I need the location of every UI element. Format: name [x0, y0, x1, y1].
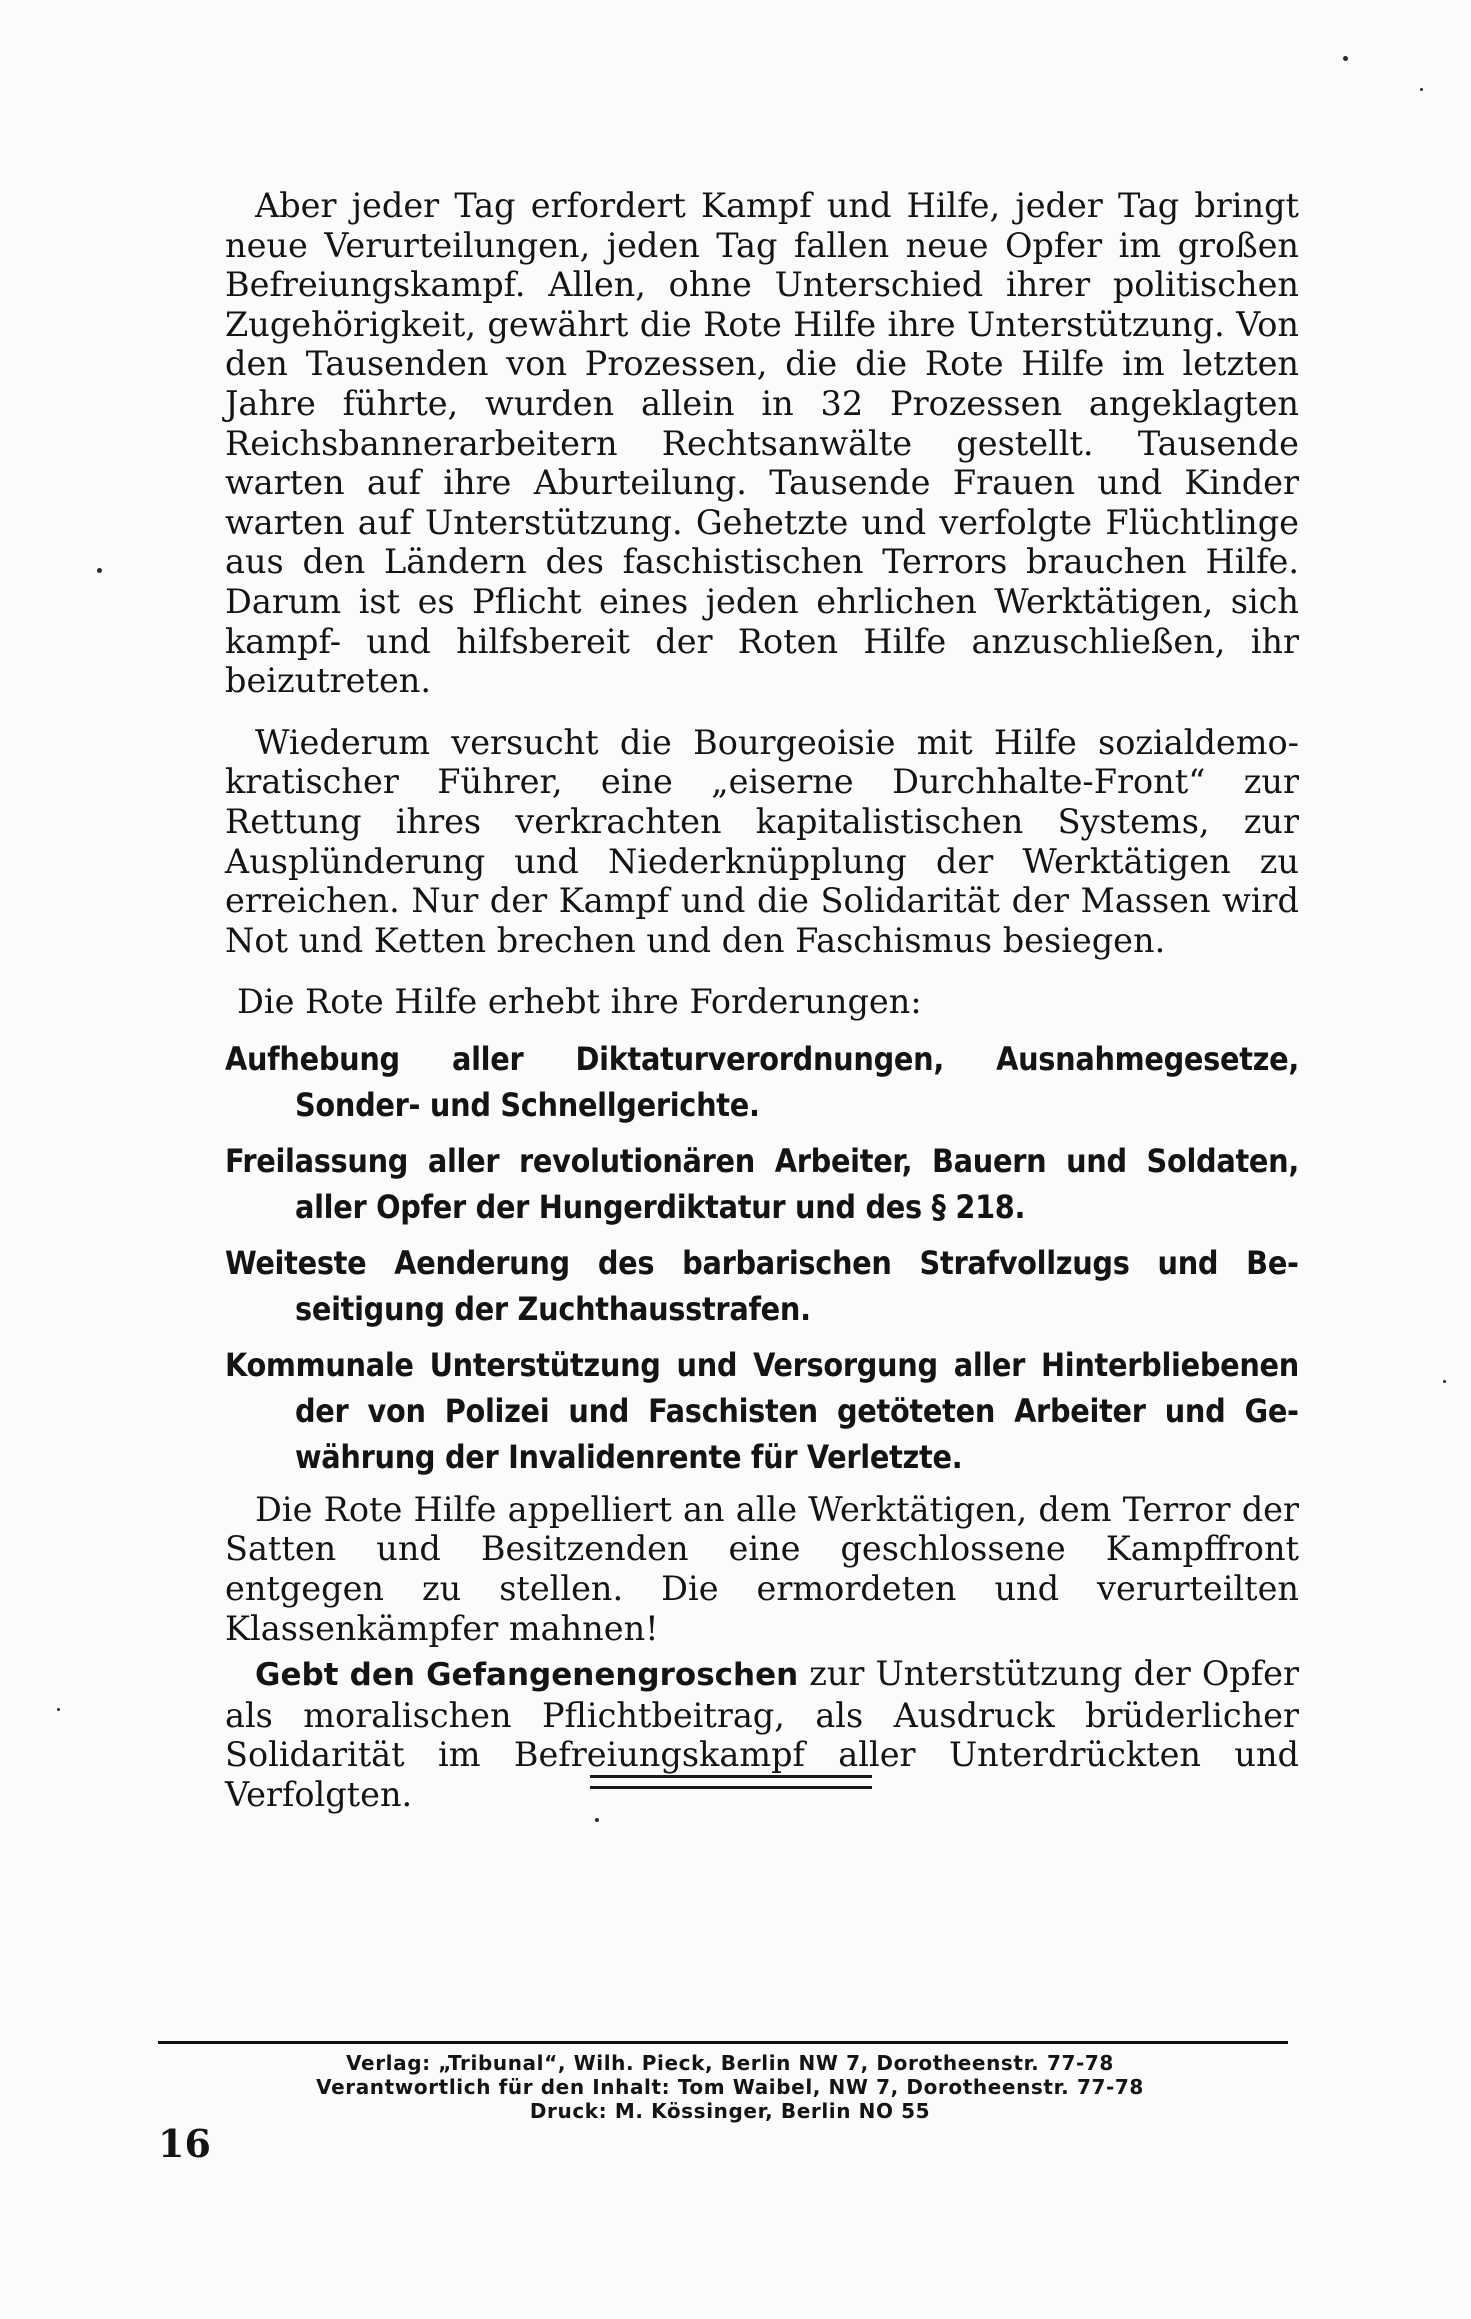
demands-intro: Die Rote Hilfe erhebt ihre Forderungen:	[237, 982, 922, 1022]
demand-item: Aufhebung aller Diktaturverordnungen, Ausnahmegesetze, Sonder- und Schnellgerichte.	[225, 1039, 1299, 1124]
imprint-printer: Druck: M. Kössinger, Berlin NO 55	[529, 2099, 931, 2123]
print-speck	[1420, 88, 1423, 91]
main-text-block	[225, 186, 1299, 1815]
demand-item: Freilassung aller revolutionären Arbeiter, Bauern und Soldaten, aller Opfer der Hungerdiktatur und des § 218.	[225, 1141, 1299, 1226]
demand-item: Kommunale Unterstützung und Versorgung aller Hinterbliebenen der von Polizei und Faschisten getöteten Arbeiter und Gewährung der Invalidenrente für Verletzte.	[225, 1345, 1299, 1476]
footer-rule	[158, 2041, 1288, 2044]
paragraph-appeal: Die Rote Hilfe appelliert an alle Werktätigen, dem Terror der Satten und Besitzenden eine geschlossene Kampffront entgegen zu stellen. Die ermordeten und verurteilten Klassenkämpfer mahnen!	[225, 1489, 1299, 1648]
print-speck	[595, 1818, 599, 1822]
imprint	[200, 2051, 1260, 2123]
imprint-publisher: Verlag: „Tribunal“, Wilh. Pieck, Berlin NW 7, Dorotheenstr. 77-78	[346, 2051, 1114, 2075]
print-speck	[57, 1708, 60, 1711]
imprint-responsible: Verantwortlich für den Inhalt: Tom Waibel, NW 7, Dorotheenstr. 77-78	[316, 2075, 1144, 2099]
demands-list	[225, 1036, 1299, 1480]
section-divider-top	[590, 1775, 872, 1778]
paragraph-solidarity: Aber jeder Tag erfordert Kampf und Hilfe, jeder Tag bringt neue Verurteilungen, jeden Tag fallen neue Opfer im großen Befreiungskampf. Allen, ohne Unterschied ihrer politischen Zugehörigkeit, gewährt die Rote Hilfe ihre Unterstützung. Von den Tausenden von Prozessen, die die Rote Hilfe im letzten Jahre führte, wurden allein in 32 Prozessen angeklagten Reichsbannerarbeitern Rechtsanwälte gestellt. Tausende warten auf ihre Aburteilung. Tausende Frauen und Kinder warten auf Unterstützung. Gehetzte und verfolgte Flüchtlinge aus den Ländern des faschistischen Terrors brauchen Hilfe. Darum ist es Pflicht eines jeden ehrlichen Werktätigen, sich kampf- und hilfsbereit der Roten Hilfe anzuschließen, ihr beizutreten.	[225, 186, 1299, 701]
section-divider-bottom	[590, 1786, 872, 1789]
print-speck	[1443, 1380, 1446, 1383]
prisoners-penny-text: zur Unterstützung der Opfer als moralischen Pflichtbeitrag, als Ausdruck brüderlicher Solidarität im Befreiungskampf aller Unterdrückten und Verfolgten.	[225, 1654, 1299, 1815]
demand-item: Weiteste Aenderung des barbarischen Strafvollzugs und Beseitigung der Zuchthausstrafen.	[225, 1243, 1299, 1328]
paragraph-prisoners-penny	[225, 1654, 1299, 1814]
print-speck	[97, 568, 102, 573]
prisoners-penny-emphasis: Gebt den Gefangenengroschen	[255, 1657, 799, 1694]
paragraph-bourgeoisie: Wiederum versucht die Bourgeoisie mit Hilfe sozialdemokratischer Führer, eine „eiserne Durchhalte-Front“ zur Rettung ihres verkrachten kapitalistischen Systems, zur Ausplünderung und Niederknüpplung der Werktätigen zu erreichen. Nur der Kampf und die Solidarität der Massen wird Not und Ketten brechen und den Faschismus besiegen.	[225, 722, 1299, 960]
print-speck	[1343, 56, 1348, 61]
page-number: 16	[158, 2121, 211, 2166]
